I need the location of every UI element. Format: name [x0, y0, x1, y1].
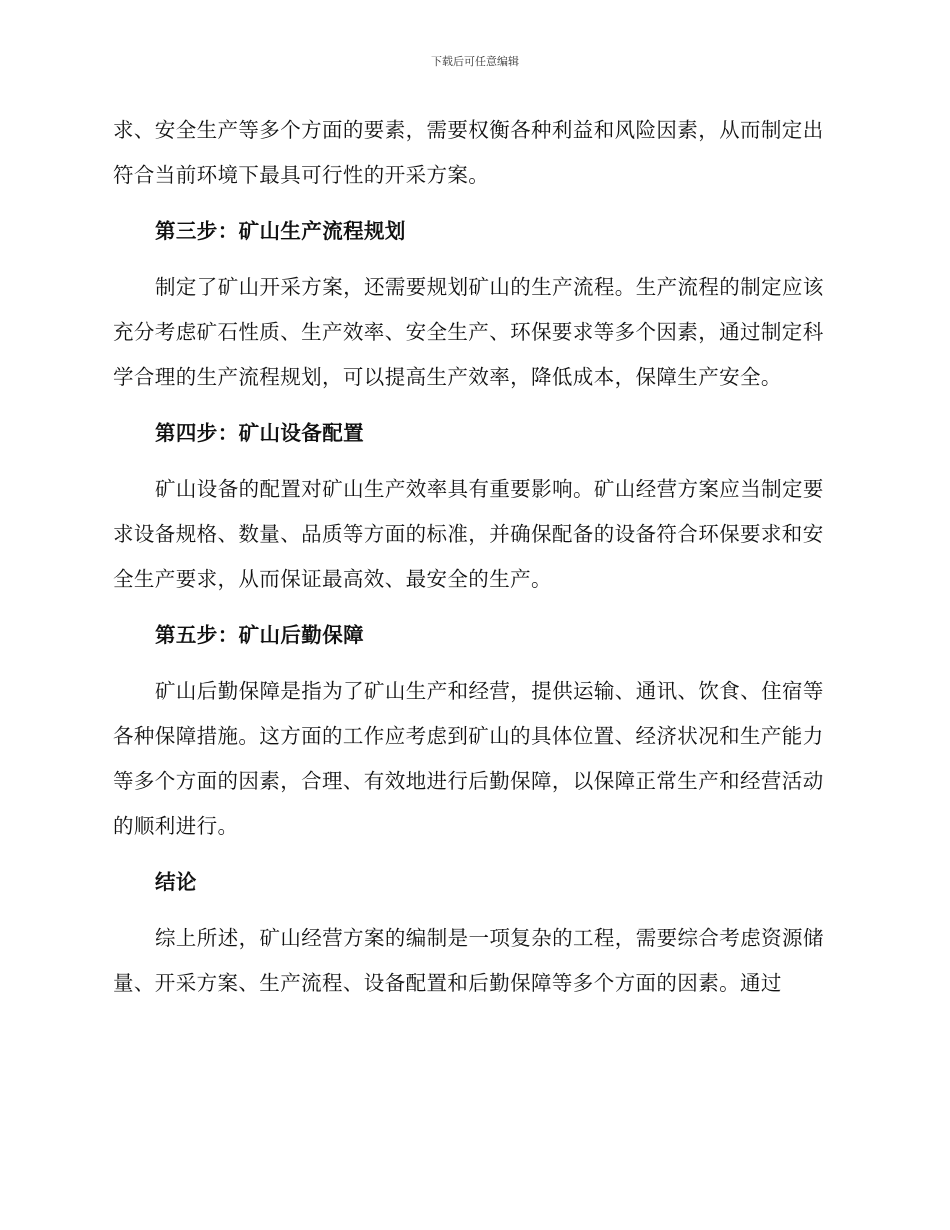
paragraph-continued: 求、安全生产等多个方面的要素，需要权衡各种利益和风险因素，从而制定出符合当前环境下最具可行性的开采方案。 [113, 118, 824, 187]
section-heading-step-5: 第五步：矿山后勤保障 [155, 623, 364, 647]
page-header: 下载后可任意编辑 [431, 55, 519, 68]
section-heading-step-4: 第四步：矿山设备配置 [155, 421, 364, 445]
paragraph-conclusion: 综上所述，矿山经营方案的编制是一项复杂的工程，需要综合考虑资源储量、开采方案、生产流程、设备配置和后勤保障等多个方面的因素。通过 [113, 926, 824, 995]
section-heading-step-3: 第三步：矿山生产流程规划 [155, 219, 406, 243]
paragraph-step-5: 矿山后勤保障是指为了矿山生产和经营，提供运输、通讯、饮食、住宿等各种保障措施。这方面的工作应考虑到矿山的具体位置、经济状况和生产能力等多个方面的因素，合理、有效地进行后勤保障，以保障正常生产和经营活动的顺利进行。 [113, 679, 824, 838]
document-body [113, 108, 833, 1006]
section-heading-conclusion: 结论 [155, 870, 197, 894]
paragraph-step-4: 矿山设备的配置对矿山生产效率具有重要影响。矿山经营方案应当制定要求设备规格、数量、品质等方面的标准，并确保配备的设备符合环保要求和安全生产要求，从而保证最高效、最安全的生产。 [113, 477, 824, 591]
paragraph-step-3: 制定了矿山开采方案，还需要规划矿山的生产流程。生产流程的制定应该充分考虑矿石性质、生产效率、安全生产、环保要求等多个因素，通过制定科学合理的生产流程规划，可以提高生产效率，降低成本，保障生产安全。 [113, 275, 824, 389]
